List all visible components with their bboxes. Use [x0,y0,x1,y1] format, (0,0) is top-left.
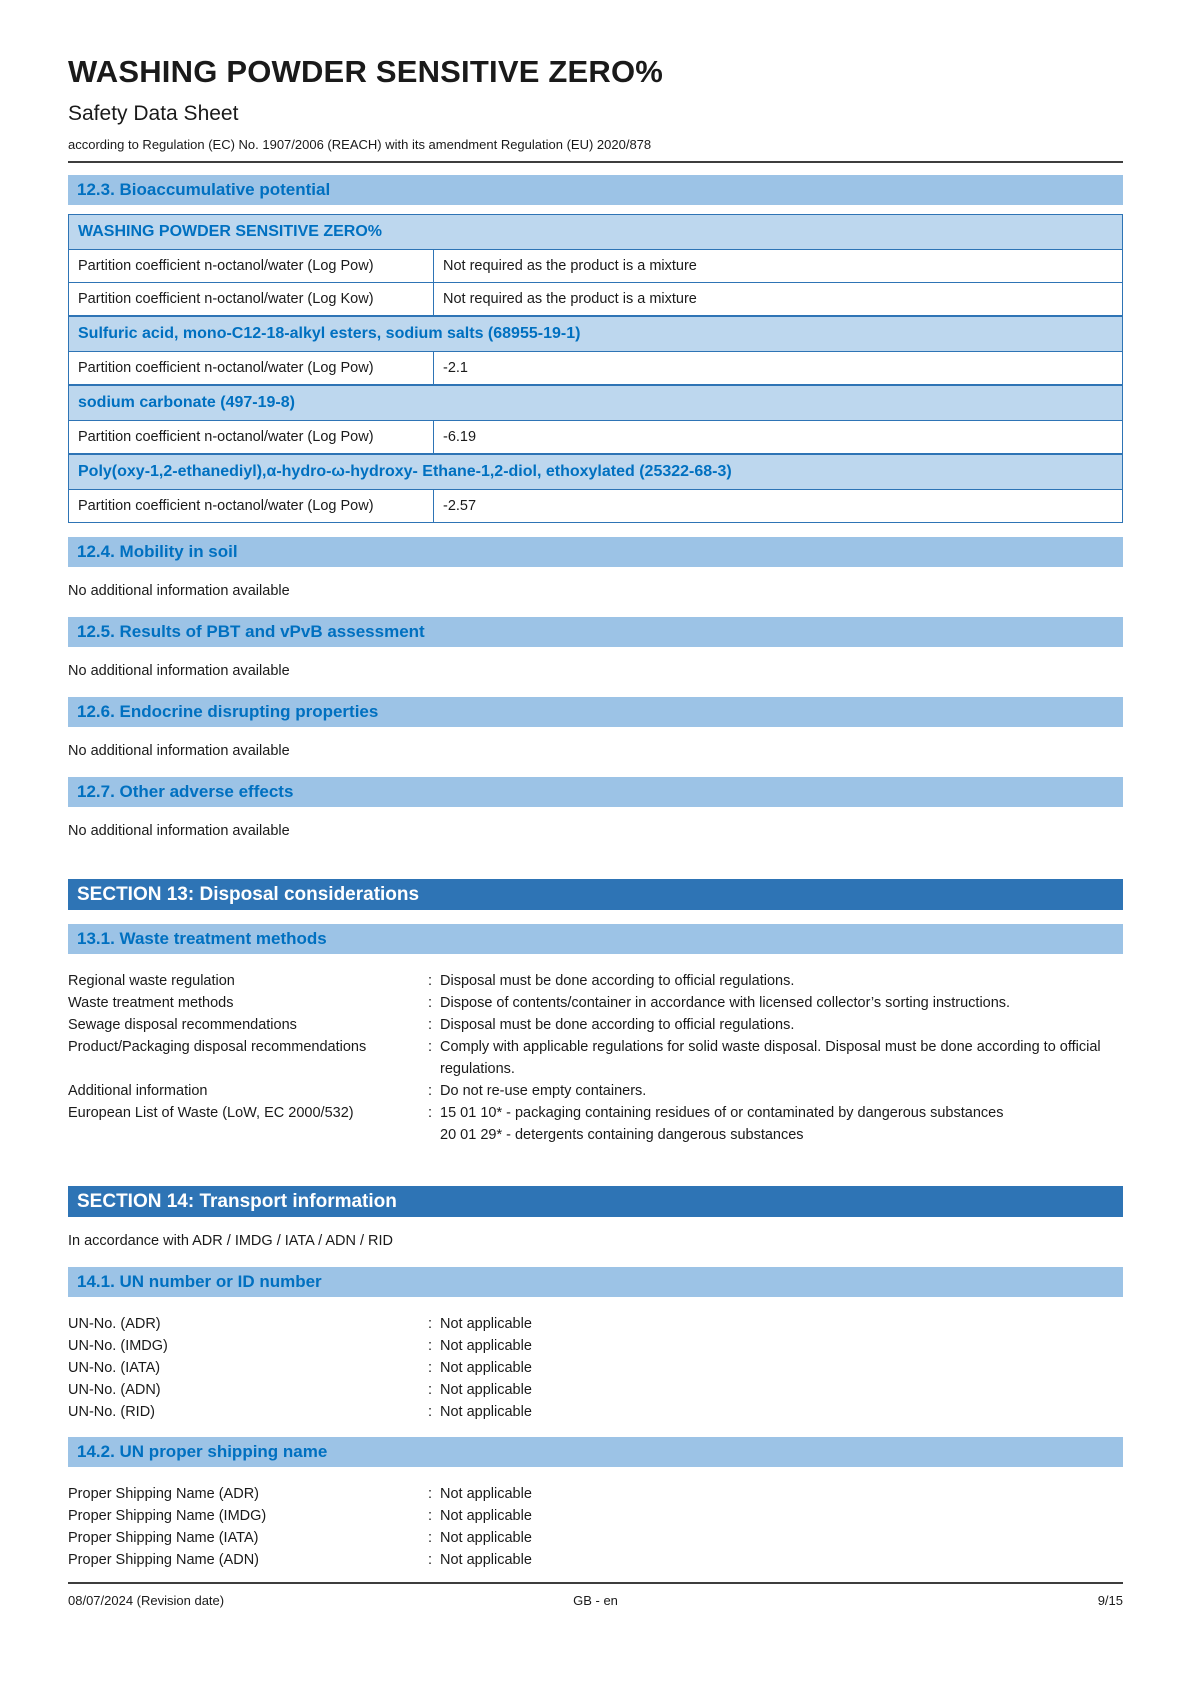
kv-label: Regional waste regulation [68,973,235,989]
info-text: No additional information available [68,823,290,839]
kv-separator [420,1549,440,1571]
table-group-header-row [69,215,1123,250]
list-item [68,970,1123,992]
table-group-header-row [69,454,1123,490]
kv-separator [420,1080,440,1102]
table-row [69,421,1123,455]
info-text: No additional information available [68,743,290,759]
kv-separator [420,1335,440,1357]
list-item [68,1102,1123,1146]
row-label: Partition coefficient n-octanol/water (Log Pow) [69,421,434,455]
kv-label: Additional information [68,1083,208,1099]
kv-label: UN-No. (ADR) [68,1316,161,1332]
table-row [69,490,1123,523]
kv-value: Disposal must be done according to official regulations. [440,973,795,989]
list-item [68,1379,1123,1401]
kv-separator [420,1379,440,1401]
footer-revision-date: 08/07/2024 (Revision date) [68,1593,225,1608]
list-item [68,992,1123,1014]
row-label: Partition coefficient n-octanol/water (Log Pow) [69,250,434,283]
kv-separator [420,992,440,1014]
list-item [68,1483,1123,1505]
regulation-note: according to Regulation (EC) No. 1907/2006 (REACH) with its amendment Regulation (EU) 2020/878 [68,137,652,152]
subsection-heading-12-6: 12.6. Endocrine disrupting properties [68,697,1123,727]
list-item [68,1505,1123,1527]
kv-value: Not applicable [440,1530,532,1546]
kv-label: Proper Shipping Name (ADN) [68,1552,259,1568]
row-value: Not required as the product is a mixture [434,250,1123,283]
list-item [68,1401,1123,1423]
list-item [68,1549,1123,1571]
kv-separator [420,1014,440,1036]
row-label: Partition coefficient n-octanol/water (Log Pow) [69,490,434,523]
list-item [68,1527,1123,1549]
kv-separator [420,1036,440,1058]
subsection-heading-12-5: 12.5. Results of PBT and vPvB assessment [68,617,1123,647]
kv-label: European List of Waste (LoW, EC 2000/532) [68,1105,354,1121]
document-type: Safety Data Sheet [68,102,239,125]
kv-label: Proper Shipping Name (IATA) [68,1530,259,1546]
kv-value: Not applicable [440,1486,532,1502]
kv-separator [420,1483,440,1505]
row-value: -6.19 [434,421,1123,455]
table-group-header-row [69,385,1123,421]
kv-separator [420,1313,440,1335]
kv-label: Proper Shipping Name (ADR) [68,1486,259,1502]
kv-label: UN-No. (IATA) [68,1360,161,1376]
kv-value: Not applicable [440,1404,532,1420]
subsection-heading-13-1: 13.1. Waste treatment methods [68,924,1123,954]
subsection-heading-12-7: 12.7. Other adverse effects [68,777,1123,807]
table-row [69,250,1123,283]
list-item [68,1036,1123,1080]
list-item [68,1313,1123,1335]
kv-value-line: 15 01 10* - packaging containing residues of or contaminated by dangerous substances [440,1105,1004,1121]
un-number-list [68,1313,1123,1423]
page-title: WASHING POWDER SENSITIVE ZERO% [68,54,664,89]
transport-intro-text: In accordance with ADR / IMDG / IATA / ADN / RID [68,1233,394,1249]
kv-value: Disposal must be done according to official regulations. [440,1017,795,1033]
subsection-heading-14-2: 14.2. UN proper shipping name [68,1437,1123,1467]
row-value: -2.57 [434,490,1123,523]
kv-separator [420,1102,440,1124]
kv-value: Not applicable [440,1338,532,1354]
group-header-product: WASHING POWDER SENSITIVE ZERO% [69,215,1123,250]
row-label: Partition coefficient n-octanol/water (Log Pow) [69,352,434,386]
kv-separator [420,1527,440,1549]
kv-value: Not applicable [440,1382,532,1398]
kv-value: Not applicable [440,1360,532,1376]
kv-label: Sewage disposal recommendations [68,1017,297,1033]
kv-separator [420,1505,440,1527]
row-value: -2.1 [434,352,1123,386]
kv-label: UN-No. (IMDG) [68,1338,168,1354]
footer-page-number: 9/15 [1097,1593,1124,1608]
list-item [68,1335,1123,1357]
row-label: Partition coefficient n-octanol/water (Log Kow) [69,283,434,317]
waste-treatment-list [68,970,1123,1146]
kv-value [440,1102,1123,1146]
info-text: No additional information available [68,583,290,599]
kv-separator [420,1357,440,1379]
row-value: Not required as the product is a mixture [434,283,1123,317]
table-row [69,283,1123,317]
kv-separator [420,970,440,992]
kv-value-line: 20 01 29* - detergents containing dangerous substances [440,1127,804,1143]
kv-value: Not applicable [440,1508,532,1524]
group-header-sulfuric-acid: Sulfuric acid, mono-C12-18-alkyl esters, sodium salts (68955-19-1) [69,316,1123,352]
kv-value: Not applicable [440,1552,532,1568]
group-header-poly-ethoxylated: Poly(oxy-1,2-ethanediyl),α-hydro-ω-hydroxy- Ethane-1,2-diol, ethoxylated (25322-68-3) [69,454,1123,490]
page-footer [68,1582,1123,1608]
table-row [69,352,1123,386]
kv-label: UN-No. (ADN) [68,1382,161,1398]
section-heading-13: SECTION 13: Disposal considerations [68,879,1123,910]
info-text: No additional information available [68,663,290,679]
proper-shipping-name-list [68,1483,1123,1571]
group-header-sodium-carbonate: sodium carbonate (497-19-8) [69,385,1123,421]
header-divider [68,161,1123,163]
kv-label: Proper Shipping Name (IMDG) [68,1508,267,1524]
subsection-heading-12-4: 12.4. Mobility in soil [68,537,1123,567]
subsection-heading-12-3: 12.3. Bioaccumulative potential [68,175,1123,205]
kv-label: Product/Packaging disposal recommendations [68,1039,367,1055]
kv-separator [420,1401,440,1423]
kv-value: Do not re-use empty containers. [440,1083,647,1099]
table-group-header-row [69,316,1123,352]
bioaccumulation-table [68,214,1123,523]
footer-locale: GB - en [573,1593,618,1608]
list-item [68,1357,1123,1379]
section-heading-14: SECTION 14: Transport information [68,1186,1123,1217]
kv-value: Dispose of contents/container in accordance with licensed collector’s sorting instructions. [440,995,1011,1011]
subsection-heading-14-1: 14.1. UN number or ID number [68,1267,1123,1297]
kv-label: Waste treatment methods [68,995,234,1011]
list-item [68,1080,1123,1102]
kv-label: UN-No. (RID) [68,1404,155,1420]
kv-value: Comply with applicable regulations for solid waste disposal. Disposal must be done according to official regulations. [440,1039,1101,1077]
list-item [68,1014,1123,1036]
kv-value: Not applicable [440,1316,532,1332]
